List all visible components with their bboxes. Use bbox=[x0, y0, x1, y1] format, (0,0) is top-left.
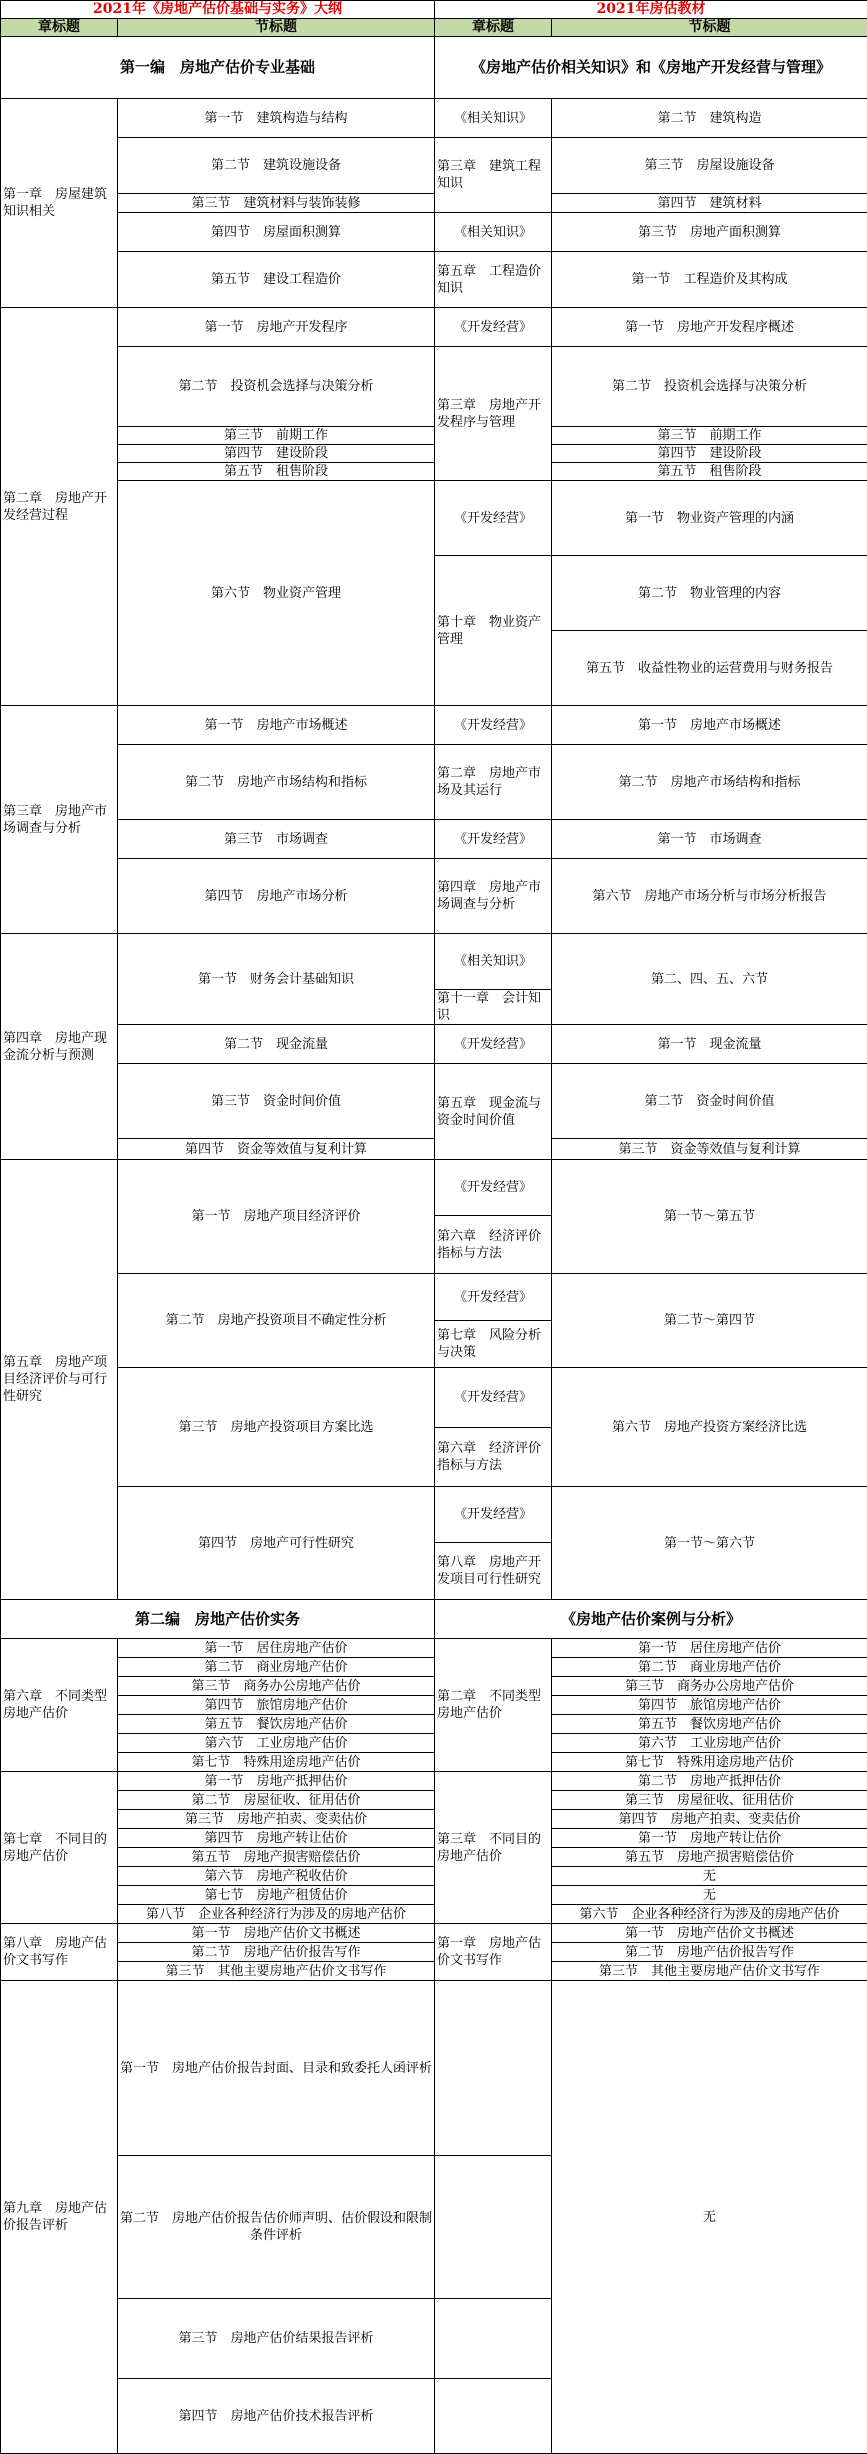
textbook-section-title: 第三节 其他主要房地产估价文书写作 bbox=[552, 1962, 867, 1981]
outline-section-title: 第四节 房地产市场分析 bbox=[118, 859, 435, 934]
outline-section-title: 第一节 居住房地产估价 bbox=[118, 1639, 435, 1658]
textbook-section-title: 第一节～第五节 bbox=[552, 1160, 867, 1274]
table-row bbox=[1, 1886, 867, 1905]
right-chapter-header: 章标题 bbox=[435, 19, 552, 37]
outline-section-title: 第四节 房屋面积测算 bbox=[118, 213, 435, 252]
outline-section-title: 第三节 资金时间价值 bbox=[118, 1064, 435, 1139]
textbook-chapter-title: 第五章 工程造价知识 bbox=[435, 252, 552, 308]
outline-section-title: 第一节 房地产开发程序 bbox=[118, 308, 435, 347]
outline-section-title: 第三节 其他主要房地产估价文书写作 bbox=[118, 1962, 435, 1981]
textbook-chapter-cell bbox=[435, 2156, 552, 2299]
outline-section-title: 第四节 房地产可行性研究 bbox=[118, 1487, 435, 1600]
outline-section-title: 第二节 现金流量 bbox=[118, 1025, 435, 1064]
textbook-section-title: 第二节 房地产市场结构和指标 bbox=[552, 745, 867, 820]
table-row bbox=[1, 1848, 867, 1867]
outline-section-title: 第二节 房屋征收、征用估价 bbox=[118, 1791, 435, 1810]
outline-section-title: 第三节 市场调查 bbox=[118, 820, 435, 859]
table-row bbox=[1, 1139, 867, 1160]
outline-section-title: 第一节 房地产估价文书概述 bbox=[118, 1924, 435, 1943]
right-part-two-title: 《房地产估价案例与分析》 bbox=[435, 1600, 867, 1639]
outline-section-title: 第七节 房地产租赁估价 bbox=[118, 1886, 435, 1905]
textbook-book-tag: 《开发经营》 bbox=[435, 1025, 552, 1064]
outline-section-title: 第一节 房地产项目经济评价 bbox=[118, 1160, 435, 1274]
textbook-section-title: 第二节 投资机会选择与决策分析 bbox=[552, 347, 867, 427]
outline-section-title: 第五节 建设工程造价 bbox=[118, 252, 435, 308]
textbook-section-title: 第一节 房地产估价文书概述 bbox=[552, 1924, 867, 1943]
textbook-section-title: 第五节 收益性物业的运营费用与财务报告 bbox=[552, 631, 867, 706]
outline-section-title: 第八节 企业各种经济行为涉及的房地产估价 bbox=[118, 1905, 435, 1924]
textbook-chapter-title: 第三章 房地产开发程序与管理 bbox=[435, 347, 552, 481]
outline-section-title: 第六节 房地产税收估价 bbox=[118, 1867, 435, 1886]
table-row bbox=[1, 1658, 867, 1677]
textbook-chapter-title: 第二章 房地产市场及其运行 bbox=[435, 745, 552, 820]
table-row bbox=[1, 1924, 867, 1943]
outline-section-title: 第五节 房地产损害赔偿估价 bbox=[118, 1848, 435, 1867]
outline-section-title: 第一节 房地产估价报告封面、目录和致委托人函评析 bbox=[118, 1981, 435, 2156]
textbook-chapter-title: 第二章 不同类型房地产估价 bbox=[435, 1639, 552, 1772]
outline-section-title: 第四节 建设阶段 bbox=[118, 445, 435, 463]
table-row bbox=[1, 463, 867, 481]
textbook-section-title: 第五节 餐饮房地产估价 bbox=[552, 1715, 867, 1734]
left-part-one-title: 第一编 房地产估价专业基础 bbox=[1, 37, 435, 99]
table-row bbox=[1, 1867, 867, 1886]
textbook-book-tag: 《开发经营》 bbox=[435, 1487, 552, 1543]
table-row bbox=[1, 1772, 867, 1791]
textbook-book-tag: 《开发经营》 bbox=[435, 1274, 552, 1321]
table-row bbox=[1, 427, 867, 445]
outline-chapter-title: 第二章 房地产开发经营过程 bbox=[1, 308, 118, 706]
textbook-chapter-title: 第十章 物业资产管理 bbox=[435, 556, 552, 706]
textbook-section-title: 第四节 房地产拍卖、变卖估价 bbox=[552, 1810, 867, 1829]
table-row bbox=[1, 1025, 867, 1064]
textbook-chapter-cell bbox=[435, 2379, 552, 2454]
table-row bbox=[1, 859, 867, 934]
textbook-section-title: 第一节 现金流量 bbox=[552, 1025, 867, 1064]
table-row bbox=[1, 1753, 867, 1772]
textbook-section-title: 第四节 旅馆房地产估价 bbox=[552, 1696, 867, 1715]
table-row bbox=[1, 194, 867, 213]
outline-section-title: 第三节 商务办公房地产估价 bbox=[118, 1677, 435, 1696]
table-row bbox=[1, 1943, 867, 1962]
outline-section-title: 第六节 工业房地产估价 bbox=[118, 1734, 435, 1753]
left-section-header: 节标题 bbox=[118, 19, 435, 37]
textbook-chapter-title: 第三章 不同目的房地产估价 bbox=[435, 1772, 552, 1924]
textbook-section-title: 第一节 工程造价及其构成 bbox=[552, 252, 867, 308]
table-row bbox=[1, 1829, 867, 1848]
textbook-chapter-title: 第三章 建筑工程知识 bbox=[435, 138, 552, 213]
table-row bbox=[1, 1905, 867, 1924]
table-row bbox=[1, 138, 867, 194]
part-two-row bbox=[1, 1600, 867, 1639]
outline-section-title: 第三节 房地产投资项目方案比选 bbox=[118, 1368, 435, 1487]
table-row bbox=[1, 1064, 867, 1139]
textbook-section-title: 第五节 租售阶段 bbox=[552, 463, 867, 481]
table-row bbox=[1, 308, 867, 347]
textbook-chapter-title: 第六章 经济评价指标与方法 bbox=[435, 1216, 552, 1274]
outline-section-title: 第二节 房地产估价报告写作 bbox=[118, 1943, 435, 1962]
left-part-two-title: 第二编 房地产估价实务 bbox=[1, 1600, 435, 1639]
outline-section-title: 第二节 商业房地产估价 bbox=[118, 1658, 435, 1677]
textbook-section-title: 第三节 资金等效值与复利计算 bbox=[552, 1139, 867, 1160]
textbook-chapter-cell bbox=[435, 2299, 552, 2379]
right-table-title: 2021年房估教材 bbox=[435, 1, 867, 19]
textbook-section-title: 第六节 房地产投资方案经济比选 bbox=[552, 1368, 867, 1487]
textbook-section-title: 第一节 房地产市场概述 bbox=[552, 706, 867, 745]
left-table-title: 2021年《房地产估价基础与实务》大纲 bbox=[1, 1, 435, 19]
outline-section-title: 第六节 物业资产管理 bbox=[118, 481, 435, 706]
textbook-book-tag: 《开发经营》 bbox=[435, 1368, 552, 1428]
table-row bbox=[1, 1715, 867, 1734]
textbook-section-title: 第六节 房地产市场分析与市场分析报告 bbox=[552, 859, 867, 934]
textbook-section-title: 第二节 房地产抵押估价 bbox=[552, 1772, 867, 1791]
outline-section-title: 第二节 投资机会选择与决策分析 bbox=[118, 347, 435, 427]
textbook-section-title: 第一节 物业资产管理的内涵 bbox=[552, 481, 867, 556]
textbook-book-tag: 《开发经营》 bbox=[435, 706, 552, 745]
outline-section-title: 第三节 建筑材料与装饰装修 bbox=[118, 194, 435, 213]
textbook-book-tag: 《相关知识》 bbox=[435, 99, 552, 138]
table-row bbox=[1, 1487, 867, 1543]
textbook-book-tag: 《开发经营》 bbox=[435, 820, 552, 859]
table-row bbox=[1, 1981, 867, 2156]
outline-section-title: 第四节 资金等效值与复利计算 bbox=[118, 1139, 435, 1160]
outline-section-title: 第四节 房地产估价技术报告评析 bbox=[118, 2379, 435, 2454]
textbook-chapter-title: 第一章 房地产估价文书写作 bbox=[435, 1924, 552, 1981]
table-row bbox=[1, 1734, 867, 1753]
textbook-section-title: 第三节 房屋征收、征用估价 bbox=[552, 1791, 867, 1810]
textbook-chapter-title: 第十一章 会计知识 bbox=[435, 990, 552, 1025]
textbook-section-title: 第二节 房地产估价报告写作 bbox=[552, 1943, 867, 1962]
table-row bbox=[1, 1274, 867, 1321]
outline-chapter-title: 第七章 不同目的房地产估价 bbox=[1, 1772, 118, 1924]
table-row bbox=[1, 1639, 867, 1658]
outline-section-title: 第四节 房地产转让估价 bbox=[118, 1829, 435, 1848]
outline-section-title: 第四节 旅馆房地产估价 bbox=[118, 1696, 435, 1715]
outline-chapter-title: 第八章 房地产估价文书写作 bbox=[1, 1924, 118, 1981]
table-row bbox=[1, 1810, 867, 1829]
table-row bbox=[1, 99, 867, 138]
outline-chapter-title: 第四章 房地产现金流分析与预测 bbox=[1, 934, 118, 1160]
textbook-book-tag: 《相关知识》 bbox=[435, 934, 552, 990]
outline-chapter-title: 第九章 房地产估价报告评析 bbox=[1, 1981, 118, 2454]
textbook-section-title: 第三节 房屋设施设备 bbox=[552, 138, 867, 194]
table-row bbox=[1, 1368, 867, 1428]
textbook-section-title: 无 bbox=[552, 1867, 867, 1886]
left-chapter-header: 章标题 bbox=[1, 19, 118, 37]
textbook-section-title: 第四节 建设阶段 bbox=[552, 445, 867, 463]
textbook-chapter-title: 第五章 现金流与资金时间价值 bbox=[435, 1064, 552, 1160]
textbook-chapter-title: 第八章 房地产开发项目可行性研究 bbox=[435, 1543, 552, 1600]
textbook-section-title: 第六节 工业房地产估价 bbox=[552, 1734, 867, 1753]
textbook-section-title: 第四节 建筑材料 bbox=[552, 194, 867, 213]
outline-chapter-title: 第一章 房屋建筑知识相关 bbox=[1, 99, 118, 308]
outline-section-title: 第五节 租售阶段 bbox=[118, 463, 435, 481]
textbook-section-title: 无 bbox=[552, 1981, 867, 2454]
outline-chapter-title: 第六章 不同类型房地产估价 bbox=[1, 1639, 118, 1772]
outline-section-title: 第三节 前期工作 bbox=[118, 427, 435, 445]
textbook-section-title: 第三节 房地产面积测算 bbox=[552, 213, 867, 252]
textbook-chapter-title: 第七章 风险分析与决策 bbox=[435, 1321, 552, 1368]
textbook-section-title: 第三节 前期工作 bbox=[552, 427, 867, 445]
table-row bbox=[1, 1160, 867, 1216]
textbook-book-tag: 《开发经营》 bbox=[435, 481, 552, 556]
outline-section-title: 第五节 餐饮房地产估价 bbox=[118, 1715, 435, 1734]
column-header-row bbox=[1, 19, 867, 37]
table-row bbox=[1, 706, 867, 745]
textbook-chapter-title: 第六章 经济评价指标与方法 bbox=[435, 1428, 552, 1487]
textbook-section-title: 第二、四、五、六节 bbox=[552, 934, 867, 1025]
outline-section-title: 第一节 财务会计基础知识 bbox=[118, 934, 435, 1025]
textbook-book-tag: 《开发经营》 bbox=[435, 308, 552, 347]
textbook-section-title: 无 bbox=[552, 1886, 867, 1905]
table-row bbox=[1, 745, 867, 820]
outline-section-title: 第二节 房地产市场结构和指标 bbox=[118, 745, 435, 820]
textbook-section-title: 第七节 特殊用途房地产估价 bbox=[552, 1753, 867, 1772]
outline-section-title: 第一节 房地产市场概述 bbox=[118, 706, 435, 745]
right-section-header: 节标题 bbox=[552, 19, 867, 37]
table-row bbox=[1, 481, 867, 556]
outline-section-title: 第二节 房地产估价报告估价师声明、估价假设和限制条件评析 bbox=[118, 2156, 435, 2299]
part-one-row bbox=[1, 37, 867, 99]
textbook-section-title: 第一节 市场调查 bbox=[552, 820, 867, 859]
textbook-section-title: 第二节 物业管理的内容 bbox=[552, 556, 867, 631]
table-row bbox=[1, 1962, 867, 1981]
textbook-chapter-title: 第四章 房地产市场调查与分析 bbox=[435, 859, 552, 934]
right-part-one-title: 《房地产估价相关知识》和《房地产开发经营与管理》 bbox=[435, 37, 867, 99]
table-row bbox=[1, 820, 867, 859]
outline-chapter-title: 第五章 房地产项目经济评价与可行性研究 bbox=[1, 1160, 118, 1600]
textbook-book-tag: 《相关知识》 bbox=[435, 213, 552, 252]
outline-section-title: 第七节 特殊用途房地产估价 bbox=[118, 1753, 435, 1772]
textbook-section-title: 第一节 房地产开发程序概述 bbox=[552, 308, 867, 347]
textbook-section-title: 第一节 房地产转让估价 bbox=[552, 1829, 867, 1848]
outline-section-title: 第三节 房地产拍卖、变卖估价 bbox=[118, 1810, 435, 1829]
outline-section-title: 第二节 建筑设施设备 bbox=[118, 138, 435, 194]
textbook-section-title: 第六节 企业各种经济行为涉及的房地产估价 bbox=[552, 1905, 867, 1924]
table-row bbox=[1, 934, 867, 990]
table-row bbox=[1, 1677, 867, 1696]
textbook-chapter-cell bbox=[435, 1981, 552, 2156]
outline-section-title: 第一节 建筑构造与结构 bbox=[118, 99, 435, 138]
textbook-book-tag: 《开发经营》 bbox=[435, 1160, 552, 1216]
textbook-section-title: 第二节 建筑构造 bbox=[552, 99, 867, 138]
textbook-section-title: 第二节 资金时间价值 bbox=[552, 1064, 867, 1139]
textbook-section-title: 第一节～第六节 bbox=[552, 1487, 867, 1600]
title-row bbox=[1, 1, 867, 19]
textbook-section-title: 第一节 居住房地产估价 bbox=[552, 1639, 867, 1658]
textbook-section-title: 第五节 房地产损害赔偿估价 bbox=[552, 1848, 867, 1867]
outline-chapter-title: 第三章 房地产市场调查与分析 bbox=[1, 706, 118, 934]
textbook-section-title: 第二节 商业房地产估价 bbox=[552, 1658, 867, 1677]
table-row bbox=[1, 1791, 867, 1810]
table-row bbox=[1, 445, 867, 463]
table-row bbox=[1, 252, 867, 308]
outline-section-title: 第三节 房地产估价结果报告评析 bbox=[118, 2299, 435, 2379]
textbook-section-title: 第三节 商务办公房地产估价 bbox=[552, 1677, 867, 1696]
table-row bbox=[1, 347, 867, 427]
table-row bbox=[1, 1696, 867, 1715]
table-row bbox=[1, 213, 867, 252]
outline-section-title: 第二节 房地产投资项目不确定性分析 bbox=[118, 1274, 435, 1368]
textbook-section-title: 第二节～第四节 bbox=[552, 1274, 867, 1368]
outline-section-title: 第一节 房地产抵押估价 bbox=[118, 1772, 435, 1791]
